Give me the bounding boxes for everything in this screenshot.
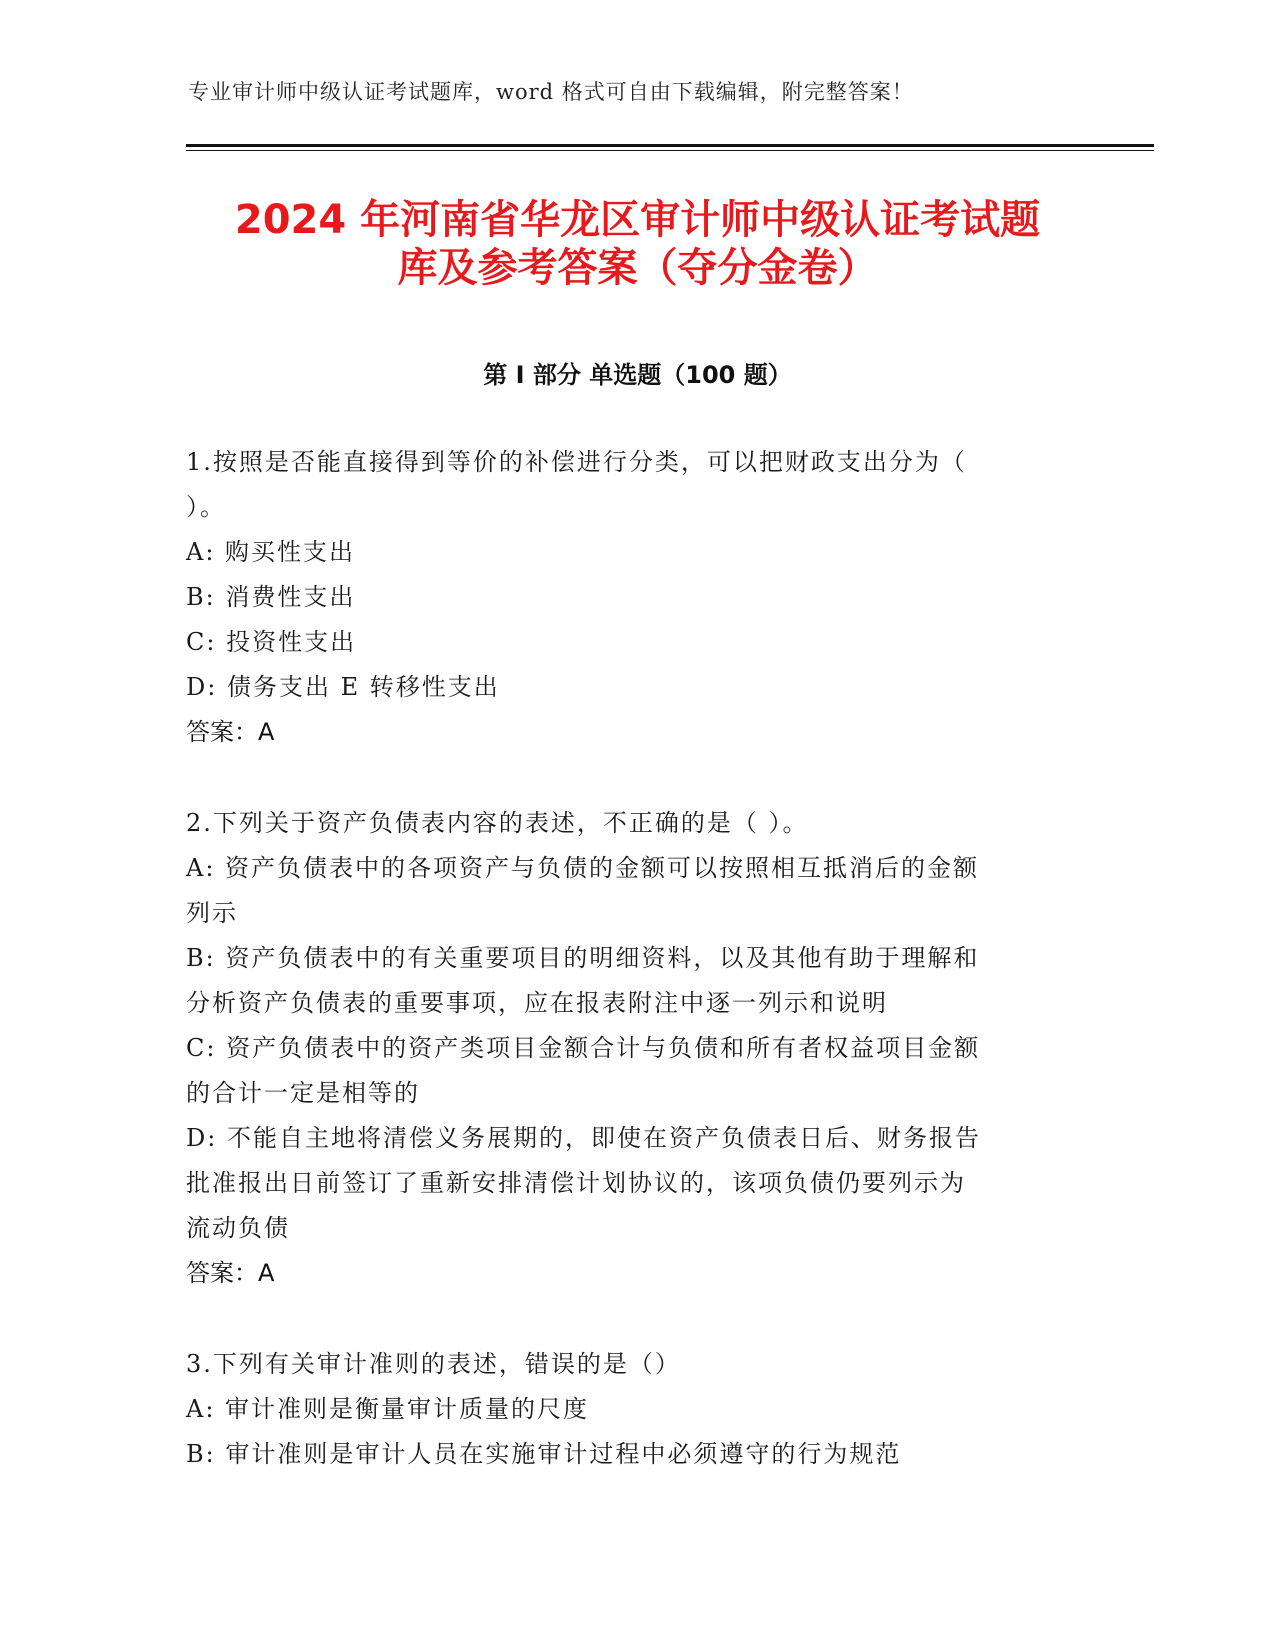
option-c: C: 资产负债表中的资产类项目金额合计与负债和所有者权益项目金额 <box>186 1034 981 1062</box>
question-stem: ）。 <box>186 493 226 521</box>
option-d: D: 债务支出 E 转移性支出 <box>186 673 500 701</box>
option-d-continued: 批准报出日前签订了重新安排清偿计划协议的，该项负债仍要列示为 <box>186 1169 966 1197</box>
option-b: B: 资产负债表中的有关重要项目的明细资料，以及其他有助于理解和 <box>186 944 980 972</box>
question-3 <box>186 1342 1081 1477</box>
option-d-continued: 流动负债 <box>186 1214 290 1242</box>
option-b: B: 消费性支出 <box>186 583 356 611</box>
option-c-continued: 的合计一定是相等的 <box>186 1079 420 1107</box>
question-1 <box>186 440 1081 755</box>
option-b: B: 审计准则是审计人员在实施审计过程中必须遵守的行为规范 <box>186 1440 902 1468</box>
question-stem: 1.按照是否能直接得到等价的补偿进行分类，可以把财政支出分为（ <box>186 448 967 476</box>
answer: 答案：A <box>186 718 275 746</box>
option-a-continued: 列示 <box>186 899 238 927</box>
option-a: A: 资产负债表中的各项资产与负债的金额可以按照相互抵消后的金额 <box>186 854 980 882</box>
question-stem: 2.下列关于资产负债表内容的表述，不正确的是（ ）。 <box>186 809 809 837</box>
option-a: A: 购买性支出 <box>186 538 356 566</box>
header-rule-thick <box>186 144 1154 147</box>
header-rule-thin <box>186 150 1154 151</box>
answer: 答案：A <box>186 1259 275 1287</box>
question-2 <box>186 801 1081 1296</box>
document-title <box>150 196 1125 292</box>
document-title-line-2: 库及参考答案（夺分金卷） <box>397 245 878 291</box>
question-stem: 3.下列有关审计准则的表述，错误的是（） <box>186 1350 681 1378</box>
option-a: A: 审计准则是衡量审计质量的尺度 <box>186 1395 590 1423</box>
option-d: D: 不能自主地将清偿义务展期的，即使在资产负债表日后、财务报告 <box>186 1124 981 1152</box>
header-note: 专业审计师中级认证考试题库，word 格式可自由下载编辑，附完整答案！ <box>188 80 914 104</box>
option-b-continued: 分析资产负债表的重要事项，应在报表附注中逐一列示和说明 <box>186 989 888 1017</box>
section-title: 第 I 部分 单选题（100 题） <box>483 361 792 389</box>
question-list <box>186 440 1081 1523</box>
document-title-line-1: 2024 年河南省华龙区审计师中级认证考试题 <box>234 197 1041 243</box>
option-c: C: 投资性支出 <box>186 628 357 656</box>
